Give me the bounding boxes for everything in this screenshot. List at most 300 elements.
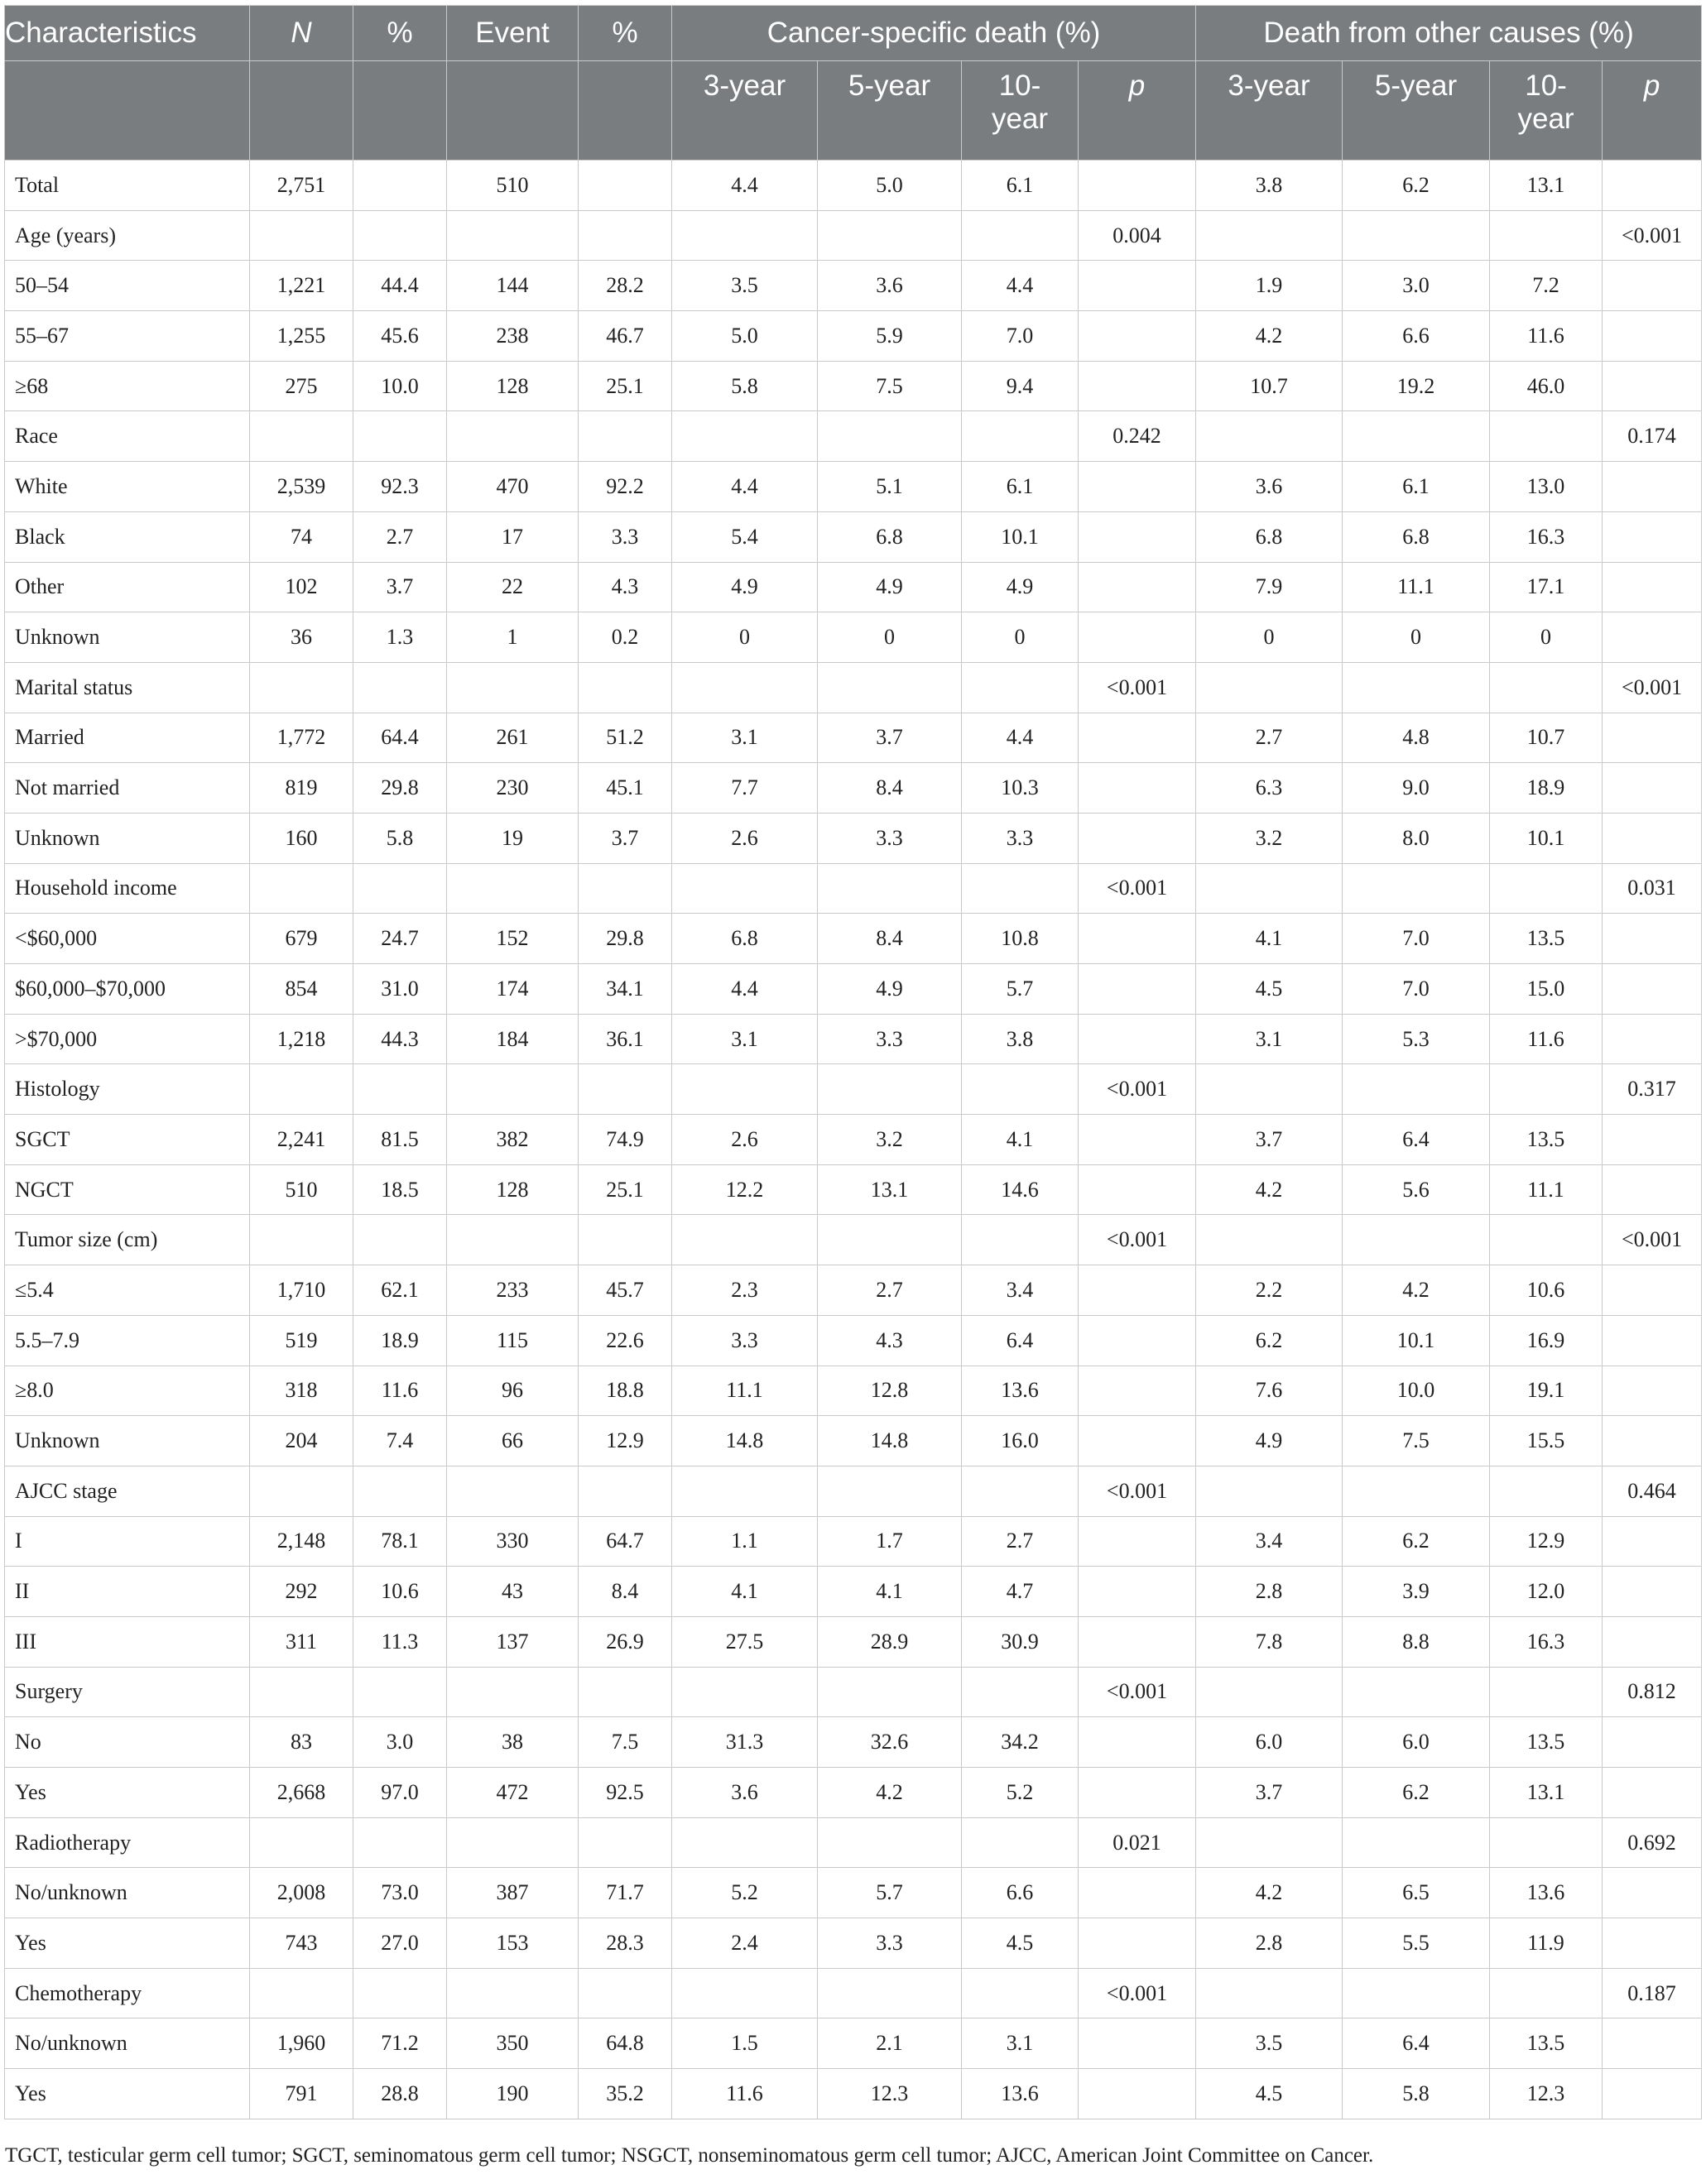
csd-3-year-cell: 3.5 bbox=[672, 261, 818, 311]
csd-3-year-cell: 3.3 bbox=[672, 1315, 818, 1366]
doc-5-year-cell: 5.3 bbox=[1343, 1014, 1490, 1064]
doc-5-year-cell: 4.8 bbox=[1343, 713, 1490, 763]
csd-p-cell: 0.004 bbox=[1079, 210, 1196, 261]
csd-p-cell bbox=[1079, 763, 1196, 814]
csd-5-year-cell: 13.1 bbox=[818, 1164, 962, 1215]
doc-3-year-cell: 3.7 bbox=[1196, 1768, 1343, 1818]
header-csd-10-year: 10-year bbox=[962, 61, 1079, 161]
doc-3-year-cell bbox=[1196, 1215, 1343, 1265]
event-percent-cell bbox=[579, 1817, 672, 1868]
n-cell: 1,255 bbox=[250, 311, 353, 362]
table-row bbox=[5, 964, 1702, 1015]
doc-10-year-cell bbox=[1490, 411, 1603, 462]
doc-5-year-cell: 0 bbox=[1343, 612, 1490, 663]
doc-3-year-cell: 3.4 bbox=[1196, 1516, 1343, 1567]
csd-p-cell bbox=[1079, 713, 1196, 763]
table-row bbox=[5, 1164, 1702, 1215]
doc-5-year-cell: 5.6 bbox=[1343, 1164, 1490, 1215]
event-cell bbox=[447, 1215, 579, 1265]
csd-3-year-cell: 4.4 bbox=[672, 161, 818, 211]
doc-3-year-cell: 3.2 bbox=[1196, 813, 1343, 863]
event-percent-cell bbox=[579, 161, 672, 211]
table-row bbox=[5, 1064, 1702, 1115]
doc-10-year-cell: 11.9 bbox=[1490, 1918, 1603, 1969]
csd-5-year-cell: 7.5 bbox=[818, 361, 962, 411]
table-row bbox=[5, 411, 1702, 462]
csd-p-cell bbox=[1079, 964, 1196, 1015]
header-doc-3-year: 3-year bbox=[1196, 61, 1343, 161]
csd-10-year-cell: 6.4 bbox=[962, 1315, 1079, 1366]
event-cell: 153 bbox=[447, 1918, 579, 1969]
csd-p-cell bbox=[1079, 914, 1196, 964]
csd-p-cell bbox=[1079, 1516, 1196, 1567]
n-cell bbox=[250, 1215, 353, 1265]
doc-5-year-cell: 4.2 bbox=[1343, 1265, 1490, 1316]
n-percent-cell: 11.6 bbox=[353, 1366, 447, 1416]
doc-10-year-cell: 10.6 bbox=[1490, 1265, 1603, 1316]
doc-10-year-cell: 18.9 bbox=[1490, 763, 1603, 814]
doc-10-year-cell: 13.5 bbox=[1490, 2018, 1603, 2069]
doc-10-year-cell: 13.1 bbox=[1490, 1768, 1603, 1818]
csd-3-year-cell bbox=[672, 1817, 818, 1868]
doc-3-year-cell: 4.1 bbox=[1196, 914, 1343, 964]
n-cell: 1,218 bbox=[250, 1014, 353, 1064]
n-cell bbox=[250, 411, 353, 462]
header-blank bbox=[579, 61, 672, 161]
characteristic-cell: Surgery bbox=[5, 1667, 250, 1717]
doc-3-year-cell bbox=[1196, 662, 1343, 713]
table-row bbox=[5, 1014, 1702, 1064]
n-cell: 1,960 bbox=[250, 2018, 353, 2069]
table-row bbox=[5, 713, 1702, 763]
csd-5-year-cell: 1.7 bbox=[818, 1516, 962, 1567]
characteristic-cell: Married bbox=[5, 713, 250, 763]
csd-p-cell: <0.001 bbox=[1079, 1215, 1196, 1265]
header-blank bbox=[250, 61, 353, 161]
header-doc-5-year: 5-year bbox=[1343, 61, 1490, 161]
doc-10-year-cell: 13.6 bbox=[1490, 1868, 1603, 1918]
characteristic-cell: AJCC stage bbox=[5, 1466, 250, 1516]
doc-p-cell bbox=[1603, 2018, 1702, 2069]
doc-5-year-cell: 8.8 bbox=[1343, 1616, 1490, 1667]
event-cell: 470 bbox=[447, 462, 579, 512]
csd-5-year-cell: 3.7 bbox=[818, 713, 962, 763]
csd-5-year-cell bbox=[818, 1215, 962, 1265]
csd-5-year-cell: 3.3 bbox=[818, 1918, 962, 1969]
table-row bbox=[5, 161, 1702, 211]
event-cell: 382 bbox=[447, 1115, 579, 1165]
doc-10-year-cell bbox=[1490, 1064, 1603, 1115]
csd-10-year-cell: 6.1 bbox=[962, 161, 1079, 211]
csd-p-cell: <0.001 bbox=[1079, 1466, 1196, 1516]
csd-10-year-cell: 4.7 bbox=[962, 1567, 1079, 1617]
csd-3-year-cell bbox=[672, 1968, 818, 2018]
n-cell bbox=[250, 1817, 353, 1868]
csd-3-year-cell bbox=[672, 1667, 818, 1717]
event-percent-cell bbox=[579, 411, 672, 462]
doc-3-year-cell: 10.7 bbox=[1196, 361, 1343, 411]
n-cell bbox=[250, 1667, 353, 1717]
csd-5-year-cell: 4.9 bbox=[818, 964, 962, 1015]
csd-3-year-cell bbox=[672, 1064, 818, 1115]
csd-5-year-cell: 12.8 bbox=[818, 1366, 962, 1416]
event-percent-cell: 25.1 bbox=[579, 1164, 672, 1215]
doc-5-year-cell: 7.5 bbox=[1343, 1416, 1490, 1466]
doc-p-cell: 0.692 bbox=[1603, 1817, 1702, 1868]
doc-3-year-cell: 1.9 bbox=[1196, 261, 1343, 311]
doc-p-cell bbox=[1603, 1164, 1702, 1215]
doc-5-year-cell bbox=[1343, 1968, 1490, 2018]
header-cancer-specific-death: Cancer-specific death (%) bbox=[672, 6, 1196, 61]
n-cell bbox=[250, 210, 353, 261]
doc-p-cell: 0.187 bbox=[1603, 1968, 1702, 2018]
event-cell: 144 bbox=[447, 261, 579, 311]
doc-10-year-cell bbox=[1490, 1466, 1603, 1516]
table-row bbox=[5, 2018, 1702, 2069]
csd-10-year-cell: 4.5 bbox=[962, 1918, 1079, 1969]
csd-3-year-cell: 11.1 bbox=[672, 1366, 818, 1416]
characteristic-cell: <$60,000 bbox=[5, 914, 250, 964]
doc-p-cell bbox=[1603, 964, 1702, 1015]
csd-5-year-cell: 6.8 bbox=[818, 511, 962, 562]
csd-3-year-cell bbox=[672, 411, 818, 462]
csd-3-year-cell: 27.5 bbox=[672, 1616, 818, 1667]
event-percent-cell: 71.7 bbox=[579, 1868, 672, 1918]
characteristic-cell: Yes bbox=[5, 1768, 250, 1818]
n-percent-cell: 10.6 bbox=[353, 1567, 447, 1617]
event-cell: 115 bbox=[447, 1315, 579, 1366]
table-row bbox=[5, 1616, 1702, 1667]
csd-5-year-cell: 3.3 bbox=[818, 1014, 962, 1064]
event-cell: 38 bbox=[447, 1717, 579, 1768]
doc-5-year-cell: 6.1 bbox=[1343, 462, 1490, 512]
csd-5-year-cell bbox=[818, 863, 962, 914]
csd-10-year-cell: 6.1 bbox=[962, 462, 1079, 512]
n-percent-cell bbox=[353, 662, 447, 713]
characteristic-cell: Black bbox=[5, 511, 250, 562]
characteristic-cell: Radiotherapy bbox=[5, 1817, 250, 1868]
characteristic-cell: Histology bbox=[5, 1064, 250, 1115]
csd-10-year-cell bbox=[962, 1817, 1079, 1868]
characteristic-cell: Total bbox=[5, 161, 250, 211]
characteristic-cell: >$70,000 bbox=[5, 1014, 250, 1064]
n-percent-cell bbox=[353, 161, 447, 211]
doc-3-year-cell: 7.8 bbox=[1196, 1616, 1343, 1667]
csd-10-year-cell bbox=[962, 1968, 1079, 2018]
csd-3-year-cell: 2.4 bbox=[672, 1918, 818, 1969]
event-percent-cell: 45.7 bbox=[579, 1265, 672, 1316]
csd-p-cell bbox=[1079, 1918, 1196, 1969]
event-cell bbox=[447, 1968, 579, 2018]
n-cell: 1,710 bbox=[250, 1265, 353, 1316]
csd-3-year-cell: 2.3 bbox=[672, 1265, 818, 1316]
csd-5-year-cell bbox=[818, 1064, 962, 1115]
header-csd-3-year: 3-year bbox=[672, 61, 818, 161]
csd-3-year-cell: 3.1 bbox=[672, 713, 818, 763]
event-percent-cell: 74.9 bbox=[579, 1115, 672, 1165]
event-percent-cell: 12.9 bbox=[579, 1416, 672, 1466]
characteristic-cell: III bbox=[5, 1616, 250, 1667]
csd-3-year-cell bbox=[672, 1466, 818, 1516]
doc-10-year-cell bbox=[1490, 1817, 1603, 1868]
header-doc-10-year: 10-year bbox=[1490, 61, 1603, 161]
event-cell: 261 bbox=[447, 713, 579, 763]
characteristic-cell: No bbox=[5, 1717, 250, 1768]
doc-10-year-cell: 12.0 bbox=[1490, 1567, 1603, 1617]
n-cell: 510 bbox=[250, 1164, 353, 1215]
characteristic-cell: ≥68 bbox=[5, 361, 250, 411]
csd-10-year-cell: 7.0 bbox=[962, 311, 1079, 362]
event-cell: 152 bbox=[447, 914, 579, 964]
table-header bbox=[5, 6, 1702, 161]
csd-p-cell bbox=[1079, 261, 1196, 311]
csd-p-cell bbox=[1079, 462, 1196, 512]
event-percent-cell: 28.2 bbox=[579, 261, 672, 311]
doc-10-year-cell bbox=[1490, 1667, 1603, 1717]
n-cell: 519 bbox=[250, 1315, 353, 1366]
table-footnote: TGCT, testicular germ cell tumor; SGCT, seminomatous germ cell tumor; NSGCT, nonseminomatous germ cell tumor; AJCC, American Joint Committee on Cancer. bbox=[5, 2144, 1374, 2167]
n-cell bbox=[250, 1968, 353, 2018]
table-row bbox=[5, 1115, 1702, 1165]
doc-3-year-cell: 2.2 bbox=[1196, 1265, 1343, 1316]
header-blank bbox=[5, 61, 250, 161]
event-percent-cell: 35.2 bbox=[579, 2069, 672, 2119]
csd-p-cell bbox=[1079, 1567, 1196, 1617]
doc-3-year-cell: 6.2 bbox=[1196, 1315, 1343, 1366]
event-percent-cell: 46.7 bbox=[579, 311, 672, 362]
doc-p-cell bbox=[1603, 1918, 1702, 1969]
characteristic-cell: Yes bbox=[5, 1918, 250, 1969]
doc-p-cell bbox=[1603, 763, 1702, 814]
event-percent-cell: 3.7 bbox=[579, 813, 672, 863]
doc-5-year-cell: 6.0 bbox=[1343, 1717, 1490, 1768]
csd-p-cell bbox=[1079, 1366, 1196, 1416]
csd-p-cell bbox=[1079, 1416, 1196, 1466]
doc-3-year-cell bbox=[1196, 863, 1343, 914]
characteristics-table bbox=[4, 5, 1702, 2119]
doc-p-cell bbox=[1603, 1014, 1702, 1064]
csd-p-cell bbox=[1079, 1265, 1196, 1316]
doc-3-year-cell: 7.9 bbox=[1196, 562, 1343, 612]
doc-3-year-cell: 6.3 bbox=[1196, 763, 1343, 814]
doc-10-year-cell bbox=[1490, 1968, 1603, 2018]
event-cell bbox=[447, 1817, 579, 1868]
csd-10-year-cell: 14.6 bbox=[962, 1164, 1079, 1215]
csd-5-year-cell: 5.7 bbox=[818, 1868, 962, 1918]
event-cell: 387 bbox=[447, 1868, 579, 1918]
characteristic-cell: Tumor size (cm) bbox=[5, 1215, 250, 1265]
n-percent-cell: 24.7 bbox=[353, 914, 447, 964]
csd-5-year-cell: 28.9 bbox=[818, 1616, 962, 1667]
csd-10-year-cell bbox=[962, 210, 1079, 261]
characteristic-cell: White bbox=[5, 462, 250, 512]
table-row bbox=[5, 612, 1702, 663]
event-percent-cell: 22.6 bbox=[579, 1315, 672, 1366]
csd-3-year-cell: 31.3 bbox=[672, 1717, 818, 1768]
doc-5-year-cell bbox=[1343, 662, 1490, 713]
event-cell bbox=[447, 411, 579, 462]
n-percent-cell bbox=[353, 1466, 447, 1516]
n-cell: 36 bbox=[250, 612, 353, 663]
csd-3-year-cell bbox=[672, 1215, 818, 1265]
csd-5-year-cell: 0 bbox=[818, 612, 962, 663]
n-cell: 292 bbox=[250, 1567, 353, 1617]
csd-10-year-cell bbox=[962, 1064, 1079, 1115]
doc-5-year-cell: 7.0 bbox=[1343, 914, 1490, 964]
n-cell bbox=[250, 1064, 353, 1115]
event-cell: 472 bbox=[447, 1768, 579, 1818]
csd-5-year-cell: 5.0 bbox=[818, 161, 962, 211]
header-characteristics: Characteristics bbox=[5, 6, 250, 61]
csd-p-cell bbox=[1079, 2018, 1196, 2069]
event-cell bbox=[447, 1667, 579, 1717]
doc-p-cell bbox=[1603, 161, 1702, 211]
table-row bbox=[5, 914, 1702, 964]
doc-10-year-cell bbox=[1490, 662, 1603, 713]
csd-p-cell bbox=[1079, 161, 1196, 211]
header-csd-5-year: 5-year bbox=[818, 61, 962, 161]
characteristic-cell: Age (years) bbox=[5, 210, 250, 261]
n-percent-cell: 27.0 bbox=[353, 1918, 447, 1969]
csd-5-year-cell: 2.1 bbox=[818, 2018, 962, 2069]
characteristic-cell: Marital status bbox=[5, 662, 250, 713]
doc-p-cell: <0.001 bbox=[1603, 1215, 1702, 1265]
csd-3-year-cell: 5.0 bbox=[672, 311, 818, 362]
doc-5-year-cell: 5.5 bbox=[1343, 1918, 1490, 1969]
csd-5-year-cell: 8.4 bbox=[818, 763, 962, 814]
csd-5-year-cell: 3.6 bbox=[818, 261, 962, 311]
table-row bbox=[5, 763, 1702, 814]
event-cell: 22 bbox=[447, 562, 579, 612]
csd-p-cell bbox=[1079, 813, 1196, 863]
doc-3-year-cell: 4.2 bbox=[1196, 1868, 1343, 1918]
characteristic-cell: Chemotherapy bbox=[5, 1968, 250, 2018]
doc-10-year-cell: 12.3 bbox=[1490, 2069, 1603, 2119]
event-percent-cell bbox=[579, 1968, 672, 2018]
doc-p-cell: 0.812 bbox=[1603, 1667, 1702, 1717]
doc-5-year-cell bbox=[1343, 210, 1490, 261]
doc-3-year-cell: 3.7 bbox=[1196, 1115, 1343, 1165]
n-cell: 275 bbox=[250, 361, 353, 411]
event-percent-cell: 34.1 bbox=[579, 964, 672, 1015]
csd-p-cell: <0.001 bbox=[1079, 863, 1196, 914]
csd-p-cell bbox=[1079, 1868, 1196, 1918]
csd-p-cell bbox=[1079, 361, 1196, 411]
doc-p-cell bbox=[1603, 462, 1702, 512]
n-percent-cell: 11.3 bbox=[353, 1616, 447, 1667]
characteristic-cell: Unknown bbox=[5, 1416, 250, 1466]
table-row bbox=[5, 1315, 1702, 1366]
csd-3-year-cell: 4.4 bbox=[672, 462, 818, 512]
csd-10-year-cell: 2.7 bbox=[962, 1516, 1079, 1567]
event-percent-cell: 26.9 bbox=[579, 1616, 672, 1667]
header-blank bbox=[447, 61, 579, 161]
csd-5-year-cell: 8.4 bbox=[818, 914, 962, 964]
n-cell: 2,539 bbox=[250, 462, 353, 512]
characteristic-cell: Race bbox=[5, 411, 250, 462]
doc-5-year-cell: 7.0 bbox=[1343, 964, 1490, 1015]
n-percent-cell: 2.7 bbox=[353, 511, 447, 562]
doc-p-cell: 0.464 bbox=[1603, 1466, 1702, 1516]
n-percent-cell: 44.4 bbox=[353, 261, 447, 311]
doc-p-cell bbox=[1603, 261, 1702, 311]
doc-10-year-cell: 11.6 bbox=[1490, 1014, 1603, 1064]
n-percent-cell: 3.0 bbox=[353, 1717, 447, 1768]
doc-10-year-cell bbox=[1490, 1215, 1603, 1265]
characteristic-cell: I bbox=[5, 1516, 250, 1567]
table-row bbox=[5, 1667, 1702, 1717]
doc-3-year-cell bbox=[1196, 1466, 1343, 1516]
event-cell: 19 bbox=[447, 813, 579, 863]
characteristic-cell: $60,000–$70,000 bbox=[5, 964, 250, 1015]
doc-p-cell bbox=[1603, 1868, 1702, 1918]
csd-5-year-cell: 14.8 bbox=[818, 1416, 962, 1466]
characteristic-cell: 50–54 bbox=[5, 261, 250, 311]
csd-3-year-cell bbox=[672, 662, 818, 713]
table-row bbox=[5, 1968, 1702, 2018]
doc-3-year-cell: 3.5 bbox=[1196, 2018, 1343, 2069]
event-percent-cell: 51.2 bbox=[579, 713, 672, 763]
doc-3-year-cell bbox=[1196, 1667, 1343, 1717]
csd-3-year-cell bbox=[672, 210, 818, 261]
characteristic-cell: No/unknown bbox=[5, 1868, 250, 1918]
csd-5-year-cell: 4.2 bbox=[818, 1768, 962, 1818]
doc-3-year-cell: 2.8 bbox=[1196, 1918, 1343, 1969]
header-doc-p: p bbox=[1603, 61, 1702, 161]
doc-p-cell bbox=[1603, 1115, 1702, 1165]
table-row bbox=[5, 511, 1702, 562]
doc-p-cell bbox=[1603, 1416, 1702, 1466]
doc-p-cell bbox=[1603, 1516, 1702, 1567]
table-row bbox=[5, 1466, 1702, 1516]
event-percent-cell bbox=[579, 863, 672, 914]
doc-10-year-cell: 16.3 bbox=[1490, 1616, 1603, 1667]
csd-3-year-cell: 5.8 bbox=[672, 361, 818, 411]
n-percent-cell: 73.0 bbox=[353, 1868, 447, 1918]
characteristic-cell: 55–67 bbox=[5, 311, 250, 362]
n-percent-cell: 81.5 bbox=[353, 1115, 447, 1165]
csd-3-year-cell: 5.2 bbox=[672, 1868, 818, 1918]
csd-p-cell bbox=[1079, 1616, 1196, 1667]
event-percent-cell: 29.8 bbox=[579, 914, 672, 964]
n-cell: 819 bbox=[250, 763, 353, 814]
event-cell: 330 bbox=[447, 1516, 579, 1567]
csd-5-year-cell: 32.6 bbox=[818, 1717, 962, 1768]
header-n: N bbox=[250, 6, 353, 61]
doc-5-year-cell bbox=[1343, 863, 1490, 914]
csd-5-year-cell bbox=[818, 662, 962, 713]
csd-10-year-cell: 0 bbox=[962, 612, 1079, 663]
csd-p-cell bbox=[1079, 511, 1196, 562]
doc-3-year-cell: 3.6 bbox=[1196, 462, 1343, 512]
csd-p-cell: <0.001 bbox=[1079, 1968, 1196, 2018]
event-percent-cell bbox=[579, 1466, 672, 1516]
event-percent-cell: 92.2 bbox=[579, 462, 672, 512]
csd-10-year-cell: 10.1 bbox=[962, 511, 1079, 562]
csd-10-year-cell: 13.6 bbox=[962, 1366, 1079, 1416]
n-percent-cell bbox=[353, 1968, 447, 2018]
csd-p-cell bbox=[1079, 1315, 1196, 1366]
n-percent-cell: 28.8 bbox=[353, 2069, 447, 2119]
csd-10-year-cell: 34.2 bbox=[962, 1717, 1079, 1768]
csd-5-year-cell bbox=[818, 411, 962, 462]
event-cell: 17 bbox=[447, 511, 579, 562]
csd-5-year-cell: 2.7 bbox=[818, 1265, 962, 1316]
n-cell: 2,751 bbox=[250, 161, 353, 211]
n-percent-cell bbox=[353, 1667, 447, 1717]
csd-3-year-cell: 14.8 bbox=[672, 1416, 818, 1466]
doc-3-year-cell: 6.8 bbox=[1196, 511, 1343, 562]
